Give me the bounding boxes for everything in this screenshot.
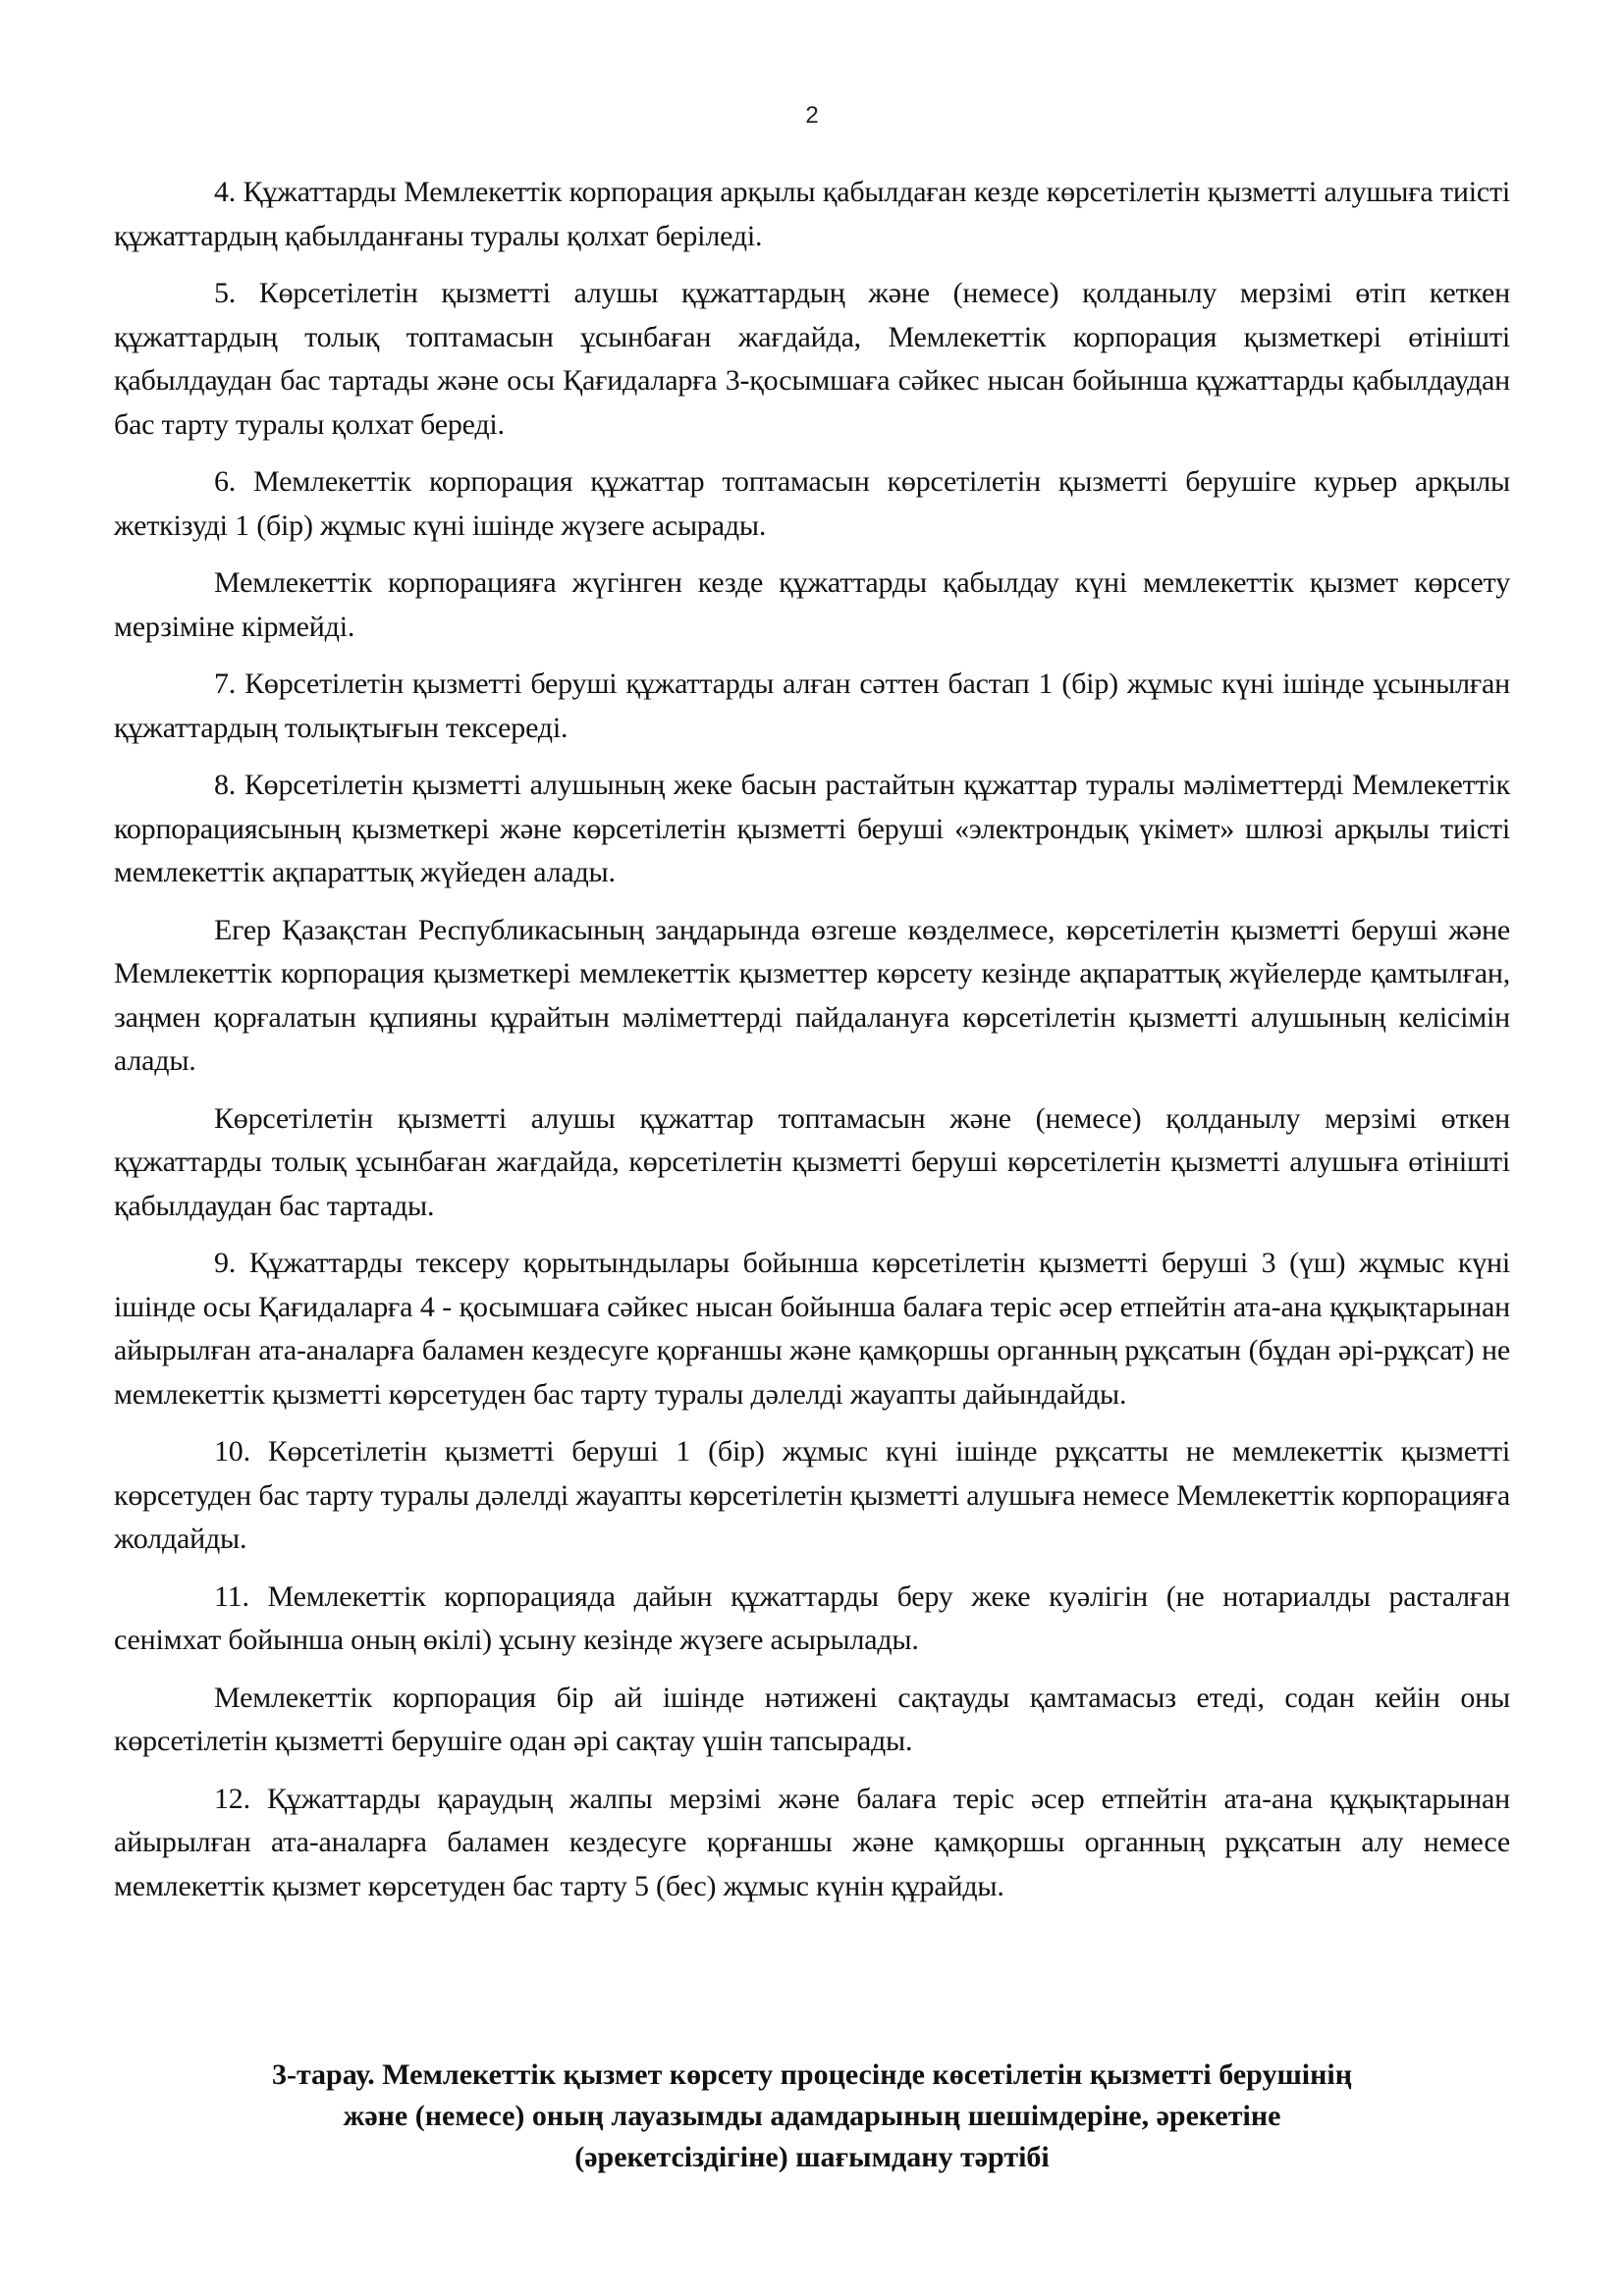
section-heading-line: 3-тарау. Мемлекеттік қызмет көрсету процесінде көсетілетін қызметті берушінің: [271, 2058, 1353, 2091]
section-heading-line: (әрекетсіздігіне) шағымдану тәртібі: [574, 2141, 1050, 2173]
section-heading: [114, 2055, 1510, 2178]
paragraph-4: 4. Құжаттарды Мемлекеттік корпорация арқылы қабылдаған кезде көрсетілетін қызметті алушыға тиісті құжаттардың қабылданғаны туралы қолхат беріледі.: [114, 176, 1510, 252]
page-number: 2: [805, 102, 819, 129]
paragraph-12: 12. Құжаттарды қараудың жалпы мерзімі және балаға теріс әсер етпейтін ата-ана құқықтарынан айырылған ата-аналарға баламен кездесуге қорғаншы және қамқоршы органның рұқсатын алу немесе мемлекеттік қызмет көрсетуден бас тарту 5 (бес) жұмыс күнін құрайды.: [114, 1782, 1510, 1902]
paragraph-8-consent: Егер Қазақстан Республикасының заңдарында өзгеше көзделмесе, көрсетілетін қызметті беруші және Мемлекеттік корпорация қызметкері мемлекеттік қызметтер көрсету кезінде ақпараттық жүйелерде қамтылған, заңмен қорғалатын құпияны құрайтын мәліметтерді пайдалануға көрсетілетін қызметті алушының келісімін алады.: [114, 913, 1510, 1077]
paragraph-8-refusal: Көрсетілетін қызметті алушы құжаттар топтамасын және (немесе) қолданылу мерзімі өткен құжаттарды толық ұсынбаған жағдайда, көрсетілетін қызметті беруші көрсетілетін қызметті алушыға өтінішті қабылдаудан бас тартады.: [114, 1101, 1510, 1222]
paragraph-11: 11. Мемлекеттік корпорацияда дайын құжаттарды беру жеке куәлігін (не нотариалды расталған сенімхат бойынша оның өкілі) ұсыну кезінде жүзеге асырылады.: [114, 1579, 1510, 1656]
paragraph-11-storage: Мемлекеттік корпорация бір ай ішінде нәтижені сақтауды қамтамасыз етеді, содан кейін оны көрсетілетін қызметті берушіге одан әрі сақтау үшін тапсырады.: [114, 1681, 1510, 1757]
paragraph-5: 5. Көрсетілетін қызметті алушы құжаттардың және (немесе) қолданылу мерзімі өтіп кеткен құжаттардың толық топтамасын ұсынбаған жағдайда, Мемлекеттік корпорация қызметкері өтінішті қабылдаудан бас тартады және осы Қағидаларға 3-қосымшаға сәйкес нысан бойынша құжаттарды қабылдаудан бас тарту туралы қолхат береді.: [114, 277, 1510, 441]
paragraph-7: 7. Көрсетілетін қызметті беруші құжаттарды алған сәттен бастап 1 (бір) жұмыс күні ішінде ұсынылған құжаттардың толықтығын тексереді.: [114, 667, 1510, 744]
document-body: [114, 171, 1510, 1922]
section-heading-line: және (немесе) оның лауазымды адамдарының шешімдеріне, әрекетіне: [343, 2100, 1281, 2132]
paragraph-9: 9. Құжаттарды тексеру қорытындылары бойынша көрсетілетін қызметті беруші 3 (үш) жұмыс күні ішінде осы Қағидаларға 4 - қосымшаға сәйкес нысан бойынша балаға теріс әсер етпейтін ата-ана құқықтарынан айырылған ата-аналарға баламен кездесуге қорғаншы және қамқоршы органның рұқсатын (бұдан әрі-рұқсат) не мемлекеттік қызметті көрсетуден бас тарту туралы дәлелді жауапты дайындайды.: [114, 1247, 1510, 1411]
paragraph-10: 10. Көрсетілетін қызметті беруші 1 (бір) жұмыс күні ішінде рұқсатты не мемлекеттік қызметті көрсетуден бас тарту туралы дәлелді жауапты көрсетілетін қызметті алушыға немесе Мемлекеттік корпорацияға жолдайды.: [114, 1435, 1510, 1555]
paragraph-8: 8. Көрсетілетін қызметті алушының жеке басын растайтын құжаттар туралы мәліметтерді Мемлекеттік корпорациясының қызметкері және көрсетілетін қызметті беруші «электрондық үкімет» шлюзі арқылы тиісті мемлекеттік ақпараттық жүйеден алады.: [114, 769, 1510, 888]
paragraph-6: 6. Мемлекеттік корпорация құжаттар топтамасын көрсетілетін қызметті берушіге курьер арқылы жеткізуді 1 (бір) жұмыс күні ішінде жүзеге асырады.: [114, 465, 1510, 542]
paragraph-6-note: Мемлекеттік корпорацияға жүгінген кезде құжаттарды қабылдау күні мемлекеттік қызмет көрсету мерзіміне кірмейді.: [114, 566, 1510, 643]
